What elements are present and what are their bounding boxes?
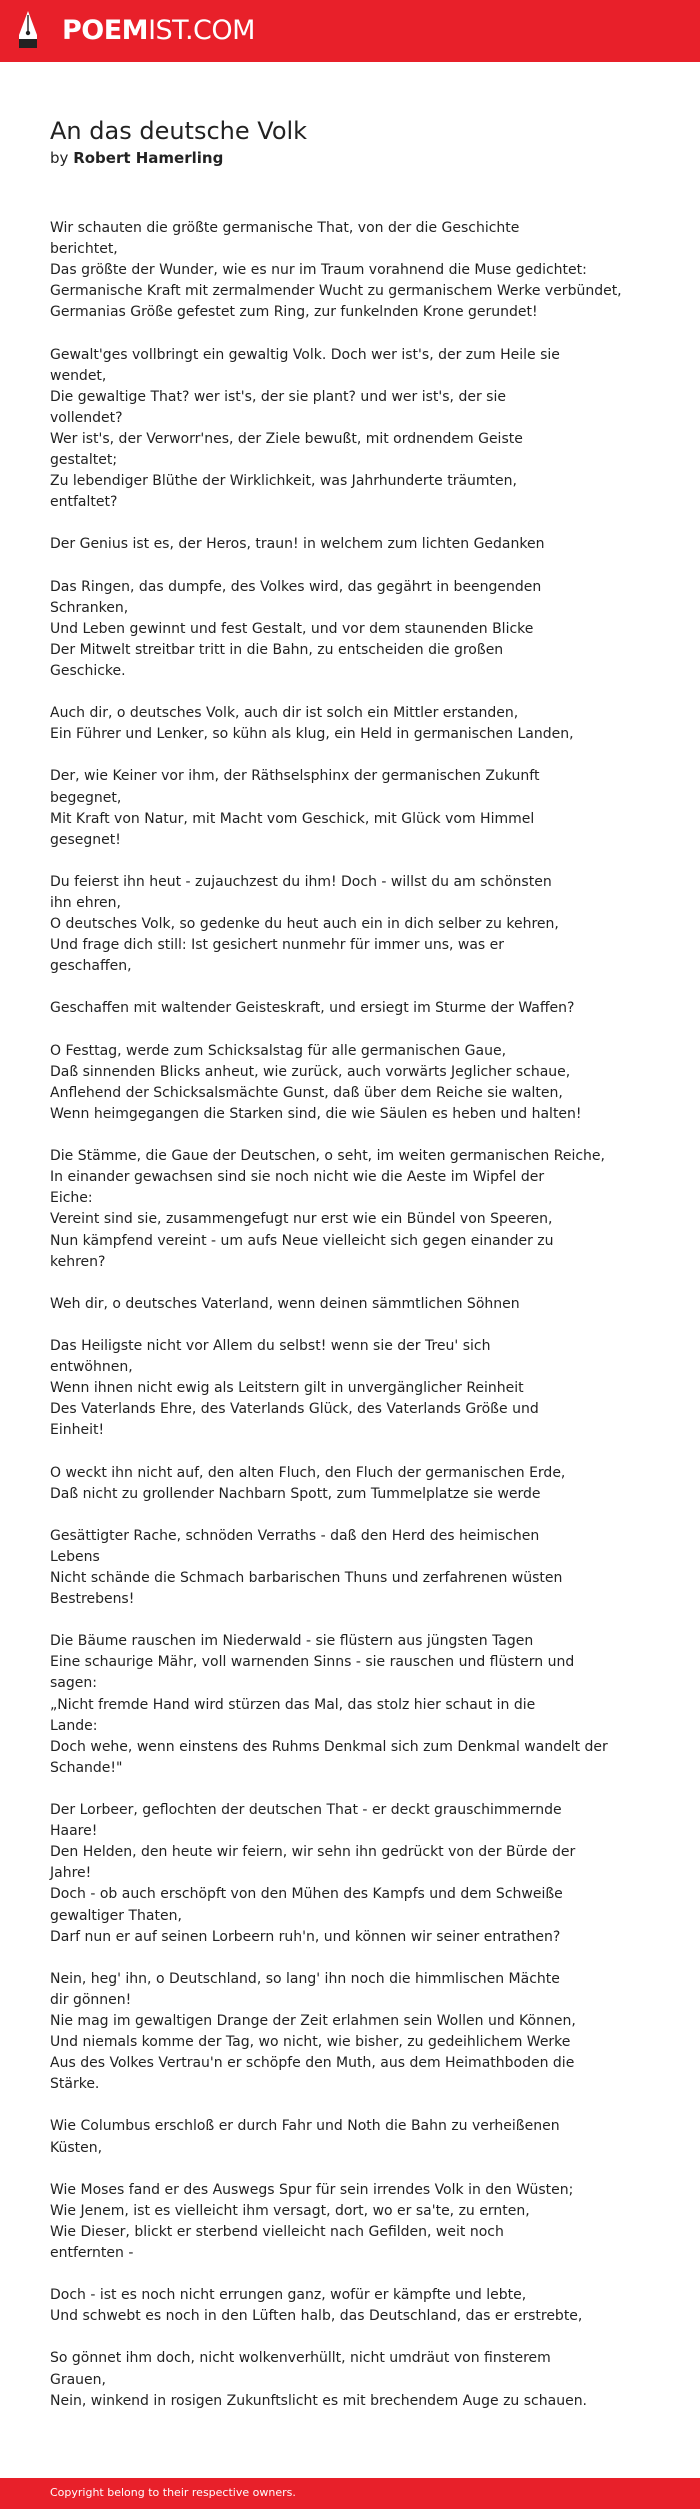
poem-line: Wer ist's, der Verworr'nes, der Ziele bewußt, mit ordnendem Geiste [50,430,523,447]
poem-stanza [50,703,635,745]
poem-line: Und frage dich still: Ist gesichert nunmehr für immer uns, was er [50,937,505,954]
poem-line: Die gewaltige That? wer ist's, der sie plant? und wer ist's, der sie [50,388,506,405]
poem-line: O weckt ihn nicht auf, den alten Fluch, den Fluch der germanischen Erde, [50,1464,566,1481]
poem-stanza [50,2348,635,2411]
poem-line: Und schwebt es noch in den Lüften halb, das Deutschland, das er erstrebte, [50,2308,583,2325]
poem-line: Küsten, [50,2139,103,2156]
poem-line: Nein, winkend in rosigen Zukunftslicht es mit brechendem Auge zu schauen. [50,2392,588,2409]
poem-line: gestaltet; [50,452,118,469]
brand-bold: POEM [62,15,149,46]
poem-stanza [50,1800,635,1948]
poem-line: geschaffen, [50,958,132,975]
poem-line: Bestrebens! [50,1591,135,1608]
poem-line: Schranken, [50,599,129,616]
poem-line: Doch wehe, wenn einstens des Ruhms Denkmal sich zum Denkmal wandelt der [50,1738,608,1755]
poem-line: Die Stämme, die Gaue der Deutschen, o seht, im weiten germanischen Reiche, [50,1148,605,1165]
poem-line: Der Lorbeer, geflochten der deutschen That - er deckt grauschimmernde [50,1802,562,1819]
poem-line: Wie Jenem, ist es vielleicht ihm versagt, dort, wo er sa'te, zu ernten, [50,2202,530,2219]
poem-stanza [50,2116,635,2158]
poem-line: Das größte der Wunder, wie es nur im Traum vorahnend die Muse gedichtet: [50,262,587,279]
poem-line: In einander gewachsen sind sie noch nicht wie die Aeste im Wipfel der [50,1169,545,1186]
poem-line: Ein Führer und Lenker, so kühn als klug, ein Held in germanischen Landen, [50,726,574,743]
poem-line: Weh dir, o deutsches Vaterland, wenn deinen sämmtlichen Söhnen [50,1295,520,1312]
poem-line: Die Bäume rauschen im Niederwald - sie flüstern aus jüngsten Tagen [50,1633,534,1650]
poem-line: Stärke. [50,2076,100,2093]
poem-title: An das deutsche Volk [50,117,308,145]
poem-line: berichtet, [50,241,118,258]
poem-line: Der Genius ist es, der Heros, traun! in welchem zum lichten Gedanken [50,536,545,553]
poem-line: Wenn heimgegangen die Starken sind, die wie Säulen es heben und halten! [50,1105,582,1122]
poem-line: Anflehend der Schicksalsmächte Gunst, daß über dem Reiche sie walten, [50,1084,563,1101]
poem-line: Germanische Kraft mit zermalmender Wucht zu germanischem Werke verbündet, [50,283,622,300]
poem-line: Zu lebendiger Blüthe der Wirklichkeit, was Jahrhunderte träumten, [50,473,517,490]
poem-line: entfaltet? [50,494,118,511]
poem-line: Wie Dieser, blickt er sterbend vielleicht nach Gefilden, weit noch [50,2223,504,2240]
poem-line: Nie mag im gewaltigen Drange der Zeit erlahmen sein Wollen und Können, [50,2012,576,2029]
poem-line: Aus des Volkes Vertrau'n er schöpfe den Muth, aus dem Heimathboden die [50,2055,575,2072]
poem-line: Grauen, [50,2371,106,2388]
poem-line: Das Heiligste nicht vor Allem du selbst! wenn sie der Treu' sich [50,1337,491,1354]
poem-line: Wir schauten die größte germanische That, von der die Geschichte [50,220,520,236]
copyright-notice: Copyright belong to their respective owners. [50,2486,296,2499]
poem-stanza [50,1146,635,1273]
poem-line: O deutsches Volk, so gedenke du heut auch ein in dich selber zu kehren, [50,916,559,933]
author-link[interactable]: Robert Hamerling [73,149,224,167]
poem-stanza [50,998,635,1019]
byline [50,148,223,168]
poem-line: Gewalt'ges vollbringt ein gewaltig Volk. Doch wer ist's, der zum Heile sie [50,346,560,363]
poem-stanza [50,1631,635,1779]
poem-line: Gesättigter Rache, schnöden Verraths - daß den Herd des heimischen [50,1527,540,1544]
poem-line: Eiche: [50,1190,93,1207]
poem-line: Das Ringen, das dumpfe, des Volkes wird, das gegährt in beengenden [50,578,542,595]
poem-line: wendet, [50,367,107,384]
poem-line: Mit Kraft von Natur, mit Macht vom Geschick, mit Glück vom Himmel [50,810,535,827]
poem-line: gewaltiger Thaten, [50,1907,182,1924]
poem-stanza [50,1969,635,2096]
poem-line: vollendet? [50,409,123,426]
poem-body [50,218,635,2433]
poem-line: Den Helden, den heute wir feiern, wir sehn ihn gedrückt von der Bürde der [50,1844,576,1861]
poem-line: sagen: [50,1675,97,1692]
poem-line: Germanias Größe gefestet zum Ring, zur funkelnden Krone gerundet! [50,304,538,321]
poem-line: Jahre! [50,1865,92,1882]
site-footer [0,2478,700,2509]
poem-line: gesegnet! [50,831,121,848]
poem-line: Doch - ob auch erschöpft von den Mühen des Kampfs und dem Schweiße [50,1886,563,1903]
poem-line: „Nicht fremde Hand wird stürzen das Mal, das stolz hier schaut in die [50,1696,536,1713]
poem-line: dir gönnen! [50,1991,132,2008]
poem-stanza [50,1294,635,1315]
poem-line: Auch dir, o deutsches Volk, auch dir ist solch ein Mittler erstanden, [50,705,519,722]
poem-line: Nun kämpfend vereint - um aufs Neue vielleicht sich gegen einander zu [50,1232,554,1249]
poem-line: Haare! [50,1823,98,1840]
poem-line: Lande: [50,1717,98,1734]
poem-stanza [50,1526,635,1610]
poem-stanza [50,766,635,850]
poem-stanza [50,534,635,555]
site-header [0,0,700,62]
poem-line: Der Mitwelt streitbar tritt in die Bahn, zu entscheiden die großen [50,641,504,658]
poem-line: Daß sinnenden Blicks anheut, wie zurück, auch vorwärts Jeglicher schaue, [50,1063,571,1080]
poem-line: Einheit! [50,1422,105,1439]
poem-line: Wenn ihnen nicht ewig als Leitstern gilt in unvergänglicher Reinheit [50,1380,524,1397]
poem-stanza [50,1041,635,1125]
poem-line: entfernten - [50,2245,134,2261]
poem-line: Daß nicht zu grollender Nachbarn Spott, zum Tummelplatze sie werde [50,1485,541,1502]
poem-line: Und niemals komme der Tag, wo nicht, wie bisher, zu gedeihlichem Werke [50,2034,571,2051]
poem-line: Nein, heg' ihn, o Deutschland, so lang' ihn noch die himmlischen Mächte [50,1970,560,1987]
poem-line: O Festtag, werde zum Schicksalstag für alle germanischen Gaue, [50,1042,507,1059]
poem-line: Nicht schände die Schmach barbarischen Thuns und zerfahrenen wüsten [50,1570,563,1586]
brand-rest: IST.COM [148,15,255,46]
poem-stanza [50,1336,635,1441]
poem-line: Geschicke. [50,662,126,679]
poem-line: Wie Columbus erschloß er durch Fahr und Noth die Bahn zu verheißenen [50,2118,560,2135]
poem-line: So gönnet ihm doch, nicht wolkenverhüllt, nicht umdräut von finsterem [50,2350,551,2367]
poem-stanza [50,345,635,514]
poem-line: entwöhnen, [50,1359,133,1376]
poem-line: Doch - ist es noch nicht errungen ganz, wofür er kämpfte und lebte, [50,2287,527,2304]
poem-line: Geschaffen mit waltender Geisteskraft, und ersiegt im Sturme der Waffen? [50,1000,575,1017]
poem-line: kehren? [50,1253,106,1270]
poem-stanza [50,2180,635,2264]
poem-line: Wie Moses fand er des Auswegs Spur für sein irrendes Volk in den Wüsten; [50,2181,574,2198]
poem-line: Darf nun er auf seinen Lorbeern ruh'n, und können wir seiner entrathen? [50,1928,561,1945]
poem-line: Der, wie Keiner vor ihm, der Räthselsphinx der germanischen Zukunft [50,768,540,785]
poem-line: Schande!" [50,1759,123,1776]
site-logo-link[interactable] [62,16,255,46]
poem-line: Lebens [50,1548,100,1565]
pen-nib-icon[interactable] [18,11,38,53]
poem-stanza [50,218,635,323]
poem-stanza [50,577,635,682]
poem-stanza [50,1463,635,1505]
poem-stanza [50,872,635,977]
poem-stanza [50,2285,635,2327]
poem-line: Eine schaurige Mähr, voll warnenden Sinns - sie rauschen und flüstern und [50,1654,575,1671]
poem-line: begegnet, [50,789,122,806]
poem-line: Vereint sind sie, zusammengefugt nur erst wie ein Bündel von Speeren, [50,1211,553,1228]
poem-line: ihn ehren, [50,895,121,911]
poem-line: Und Leben gewinnt und fest Gestalt, und vor dem staunenden Blicke [50,620,534,637]
poem-line: Des Vaterlands Ehre, des Vaterlands Glück, des Vaterlands Größe und [50,1401,539,1418]
poem-line: Du feierst ihn heut - zujauchzest du ihm! Doch - willst du am schönsten [50,873,552,890]
by-label: by [50,149,69,167]
